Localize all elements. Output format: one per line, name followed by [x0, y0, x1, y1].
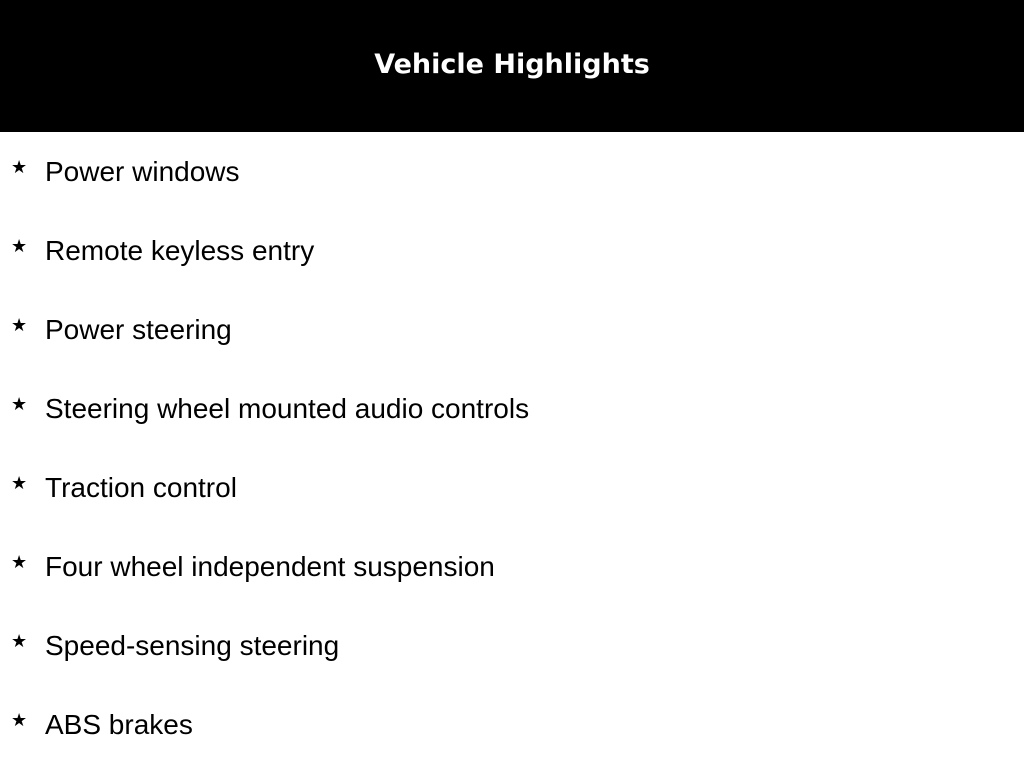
list-item [0, 685, 1024, 764]
feature-label: Four wheel independent suspension [45, 551, 495, 582]
list-item [0, 211, 1024, 290]
feature-label: Traction control [45, 472, 237, 503]
star-icon: ★ [11, 473, 28, 494]
list-item [0, 369, 1024, 448]
list-item [0, 527, 1024, 606]
list-item [0, 606, 1024, 685]
page-title: Vehicle Highlights [374, 48, 650, 80]
feature-label: Power windows [45, 156, 240, 187]
star-icon: ★ [11, 236, 28, 257]
list-item [0, 132, 1024, 211]
star-icon: ★ [11, 394, 28, 415]
star-icon: ★ [11, 631, 28, 652]
feature-label: Steering wheel mounted audio controls [45, 393, 530, 424]
feature-label: ABS brakes [45, 709, 193, 740]
feature-label: Speed-sensing steering [45, 630, 340, 661]
feature-label: Remote keyless entry [45, 235, 315, 266]
list-item [0, 448, 1024, 527]
star-icon: ★ [11, 157, 28, 178]
feature-list [0, 132, 1024, 764]
list-item [0, 290, 1024, 369]
star-icon: ★ [11, 710, 28, 731]
star-icon: ★ [11, 315, 28, 336]
header-bar [0, 0, 1024, 132]
star-icon: ★ [11, 552, 28, 573]
feature-label: Power steering [45, 314, 232, 345]
